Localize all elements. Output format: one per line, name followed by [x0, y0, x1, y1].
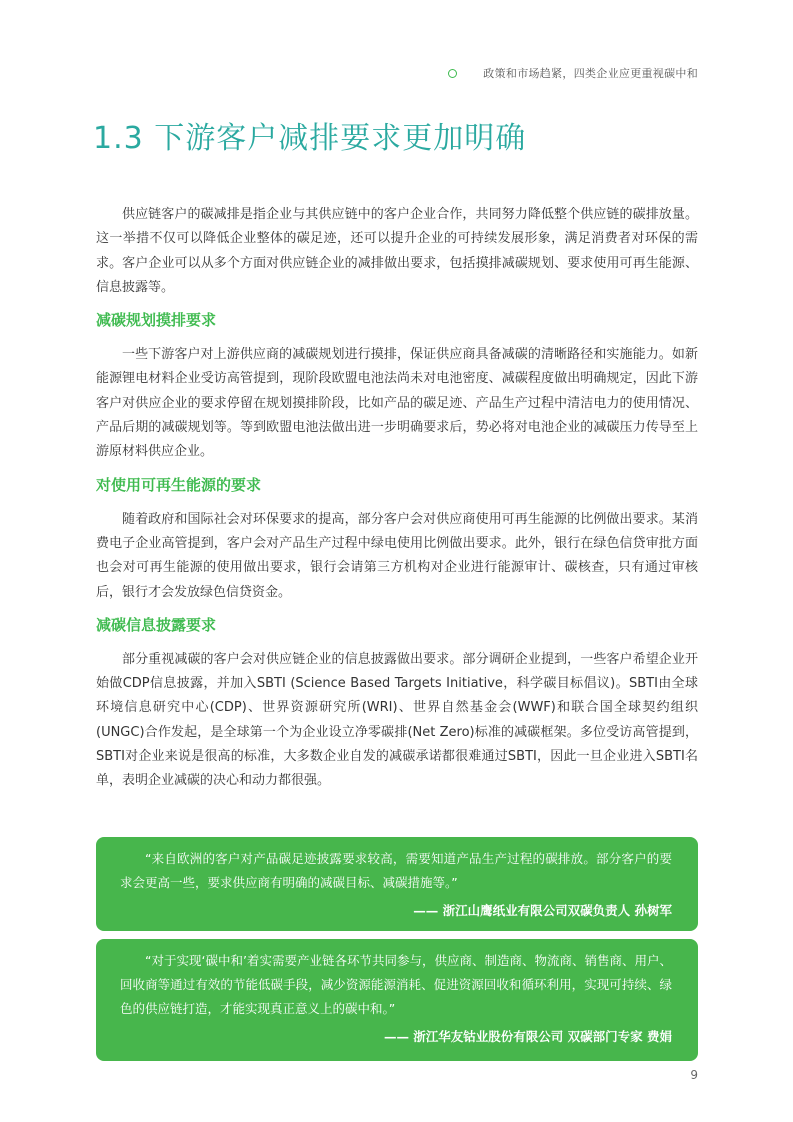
running-header-text: 政策和市场趋紧，四类企业应更重视碳中和 — [483, 67, 698, 80]
quote-source: —— 浙江华友钴业股份有限公司 双碳部门专家 费娟 — [383, 1029, 672, 1044]
quote-box — [96, 837, 698, 931]
paragraph-planning: 一些下游客户对上游供应商的减碳规划进行摸排，保证供应商具备减碳的清晰路径和实施能力。如新能源锂电材料企业受访高管提到，现阶段欧盟电池法尚未对电池密度、减碳程度做出明确规定，因此下游客户对供应企业的要求停留在规划摸排阶段，比如产品的碳足迹、产品生产过程中清洁电力的使用情况、产品后期的减碳规划等。等到欧盟电池法做出进一步明确要求后，势必将对电池企业的减碳压力传导至上游原材料供应企业。 — [96, 347, 698, 460]
subheading-disclosure: 减碳信息披露要求 — [96, 615, 217, 634]
main-content — [96, 203, 698, 794]
subheading-planning: 减碳规划摸排要求 — [96, 311, 217, 330]
subheading-renewable: 对使用可再生能源的要求 — [96, 475, 262, 494]
quote-text: “对于实现‘碳中和’着实需要产业链各环节共同参与，供应商、制造商、物流商、销售商、用户、回收商等通过有效的节能低碳手段，减少资源能源消耗、促进资源回收和循环利用，实现可持续、绿色的供应链打造，才能实现真正意义上的碳中和。” — [120, 953, 672, 1016]
quote-source: —— 浙江山鹰纸业有限公司双碳负责人 孙树军 — [413, 903, 672, 918]
paragraph-renewable: 随着政府和国际社会对环保要求的提高，部分客户会对供应商使用可再生能源的比例做出要求。某消费电子企业高管提到，客户会对产品生产过程中绿电使用比例做出要求。此外，银行在绿色信贷审批方面也会对可再生能源的使用做出要求，银行会请第三方机构对企业进行能源审计、碳核查，只有通过审核后，银行才会发放绿色信贷资金。 — [96, 511, 698, 600]
running-header — [448, 64, 698, 82]
circle-icon — [448, 69, 457, 78]
section-title: 1.3 下游客户减排要求更加明确 — [93, 121, 527, 156]
paragraph-disclosure: 部分重视减碳的客户会对供应链企业的信息披露做出要求。部分调研企业提到，一些客户希望企业开始做CDP信息披露，并加入SBTI (Science Based Targets Initiative，科学碳目标倡议)。SBTI由全球环境信息研究中心(CDP)、世界资源研究所(WRI)、世界自然基金会(WWF)和联合国全球契约组织(UNGC)合作发起，是全球第一个为企业设立净零碳排(Net Zero)标准的减碳框架。多位受访高管提到，SBTI对企业来说是很高的标准，大多数企业自发的减碳承诺都很难通过SBTI，因此一旦企业进入SBTI名单，表明企业减碳的决心和动力都很强。 — [96, 651, 698, 789]
intro-paragraph: 供应链客户的碳减排是指企业与其供应链中的客户企业合作，共同努力降低整个供应链的碳排放量。这一举措不仅可以降低企业整体的碳足迹，还可以提升企业的可持续发展形象，满足消费者对环保的需求。客户企业可以从多个方面对供应链企业的减排做出要求，包括摸排减碳规划、要求使用可再生能源、信息披露等。 — [96, 207, 698, 295]
page-number: 9 — [690, 1068, 698, 1082]
quote-box — [96, 939, 698, 1061]
quote-text: “来自欧洲的客户对产品碳足迹披露要求较高，需要知道产品生产过程的碳排放。部分客户的要求会更高一些，要求供应商有明确的减碳目标、减碳措施等。” — [120, 851, 672, 890]
